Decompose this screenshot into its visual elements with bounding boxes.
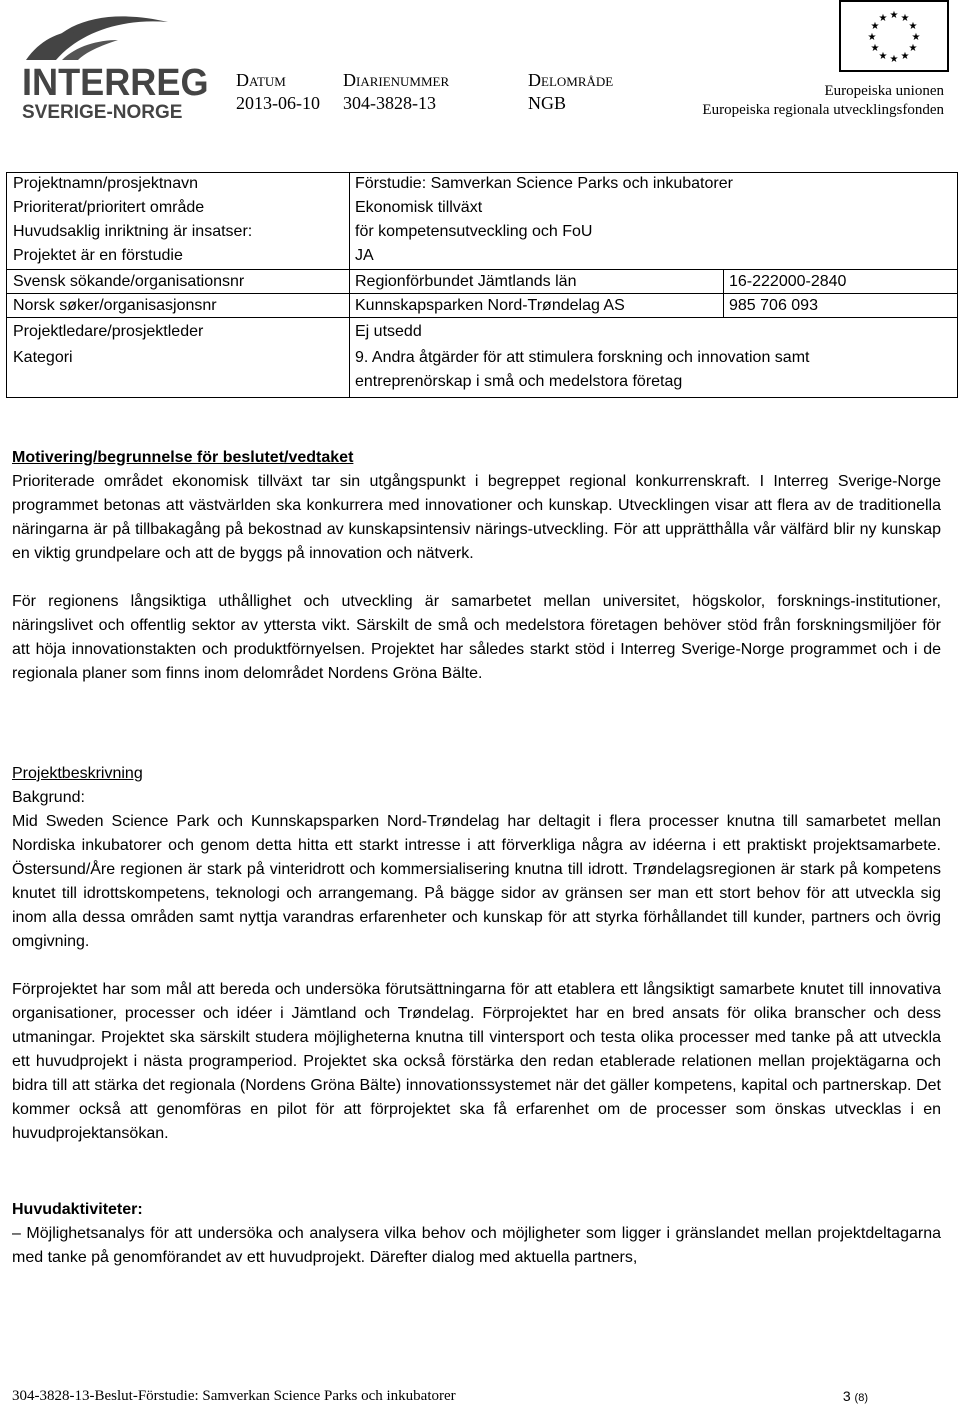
eu-stars-icon bbox=[841, 2, 947, 70]
row-value: för kompetensutveckling och FoU bbox=[355, 223, 593, 240]
row-orgnr: 985 706 093 bbox=[729, 297, 818, 314]
diarienummer-value: 304-3828-13 bbox=[343, 93, 436, 113]
eu-union-text: Europeiska unionen bbox=[824, 83, 944, 99]
page-total: (8) bbox=[854, 1392, 868, 1404]
row-value: Ekonomisk tillväxt bbox=[355, 199, 483, 216]
row-value: 9. Andra åtgärder för att stimulera forskning och innovation samt bbox=[355, 349, 810, 366]
projektbeskrivning-section bbox=[12, 762, 941, 1146]
svg-text:★: ★ bbox=[900, 13, 910, 24]
row-label: Huvudsaklig inriktning är insatser: bbox=[13, 223, 253, 240]
motivering-paragraph: Prioriterade området ekonomisk tillväxt tar sin utgångspunkt i begreppet regional konkurrenskraft. I Interreg Sverige-Norge programmet betonas att västvärlden ska konkurrera med innovationer och kunskap. Utvecklingen visar att flera av de traditionella näringarna är på tillbakagång på bekostnad av kunskapsintensiv närings-utveckling. För att upprätthålla vår välfärd blir ny kunskap en viktig grundpelare och att de byggs på innovation och nätverk. bbox=[12, 473, 941, 562]
svg-text:★: ★ bbox=[878, 13, 888, 24]
svg-text:★: ★ bbox=[889, 54, 899, 65]
svg-text:★: ★ bbox=[911, 32, 921, 43]
page-current: 3 bbox=[842, 1388, 851, 1404]
row-value: Kunnskapsparken Nord-Trøndelag AS bbox=[355, 297, 625, 314]
eu-caption bbox=[702, 82, 944, 120]
motivering-heading: Motivering/begrunnelse för beslutet/vedtaket bbox=[12, 449, 354, 466]
row-label: Projektet är en förstudie bbox=[13, 247, 183, 264]
eu-flag-icon bbox=[839, 0, 949, 72]
logo-text-sverige-norge: SVERIGE-NORGE bbox=[22, 102, 183, 123]
datum-value: 2013-06-10 bbox=[236, 93, 320, 113]
svg-text:★: ★ bbox=[908, 43, 918, 54]
bakgrund-paragraph: Mid Sweden Science Park och Kunnskapsparken Nord-Trøndelag har deltagit i flera processer knutna till samarbetet mellan Nordiska inkubatorer och genom detta hitta ett starkt intresse i att förverkliga några av idéerna i ett praktiskt projektsamarbete. Östersund/Åre regionen är stark på vinteridrott och kommersialisering knutna till idrott. Trøndelagsregionen är stark på kompetens knutet till idrottskompetens, teknologi och arrangemang. På bägge sidor av gränsen ser man ett stort behov för att utveckla sig inom alla dessa områden samt nyttja varandras erfarenheter och kunskap för att styrka förhållandet till kunder, partners och övrig omgivning. bbox=[12, 813, 941, 950]
svg-text:★: ★ bbox=[870, 43, 880, 54]
row-label: Svensk sökande/organisationsnr bbox=[13, 273, 245, 290]
table-divider bbox=[7, 317, 957, 318]
delomrade-label: Delområde bbox=[528, 70, 614, 90]
table-divider bbox=[349, 173, 350, 397]
row-value: Förstudie: Samverkan Science Parks och inkubatorer bbox=[355, 175, 733, 192]
row-value: Ej utsedd bbox=[355, 323, 422, 340]
page-footer bbox=[12, 1388, 948, 1405]
motivering-paragraph: För regionens långsiktiga uthållighet och utveckling är samarbetet mellan universitet, högskolor, forsknings-institutioner, näringslivet och offentlig sektor av yttersta vikt. Särskilt de små och medelstora företagen behöver stöd från forskningsmiljöer för att höja innovationstakten och produktförnyelsen. Projektet har således starkt stöd i Interreg Sverige-Norge programmet och i de regionala planer som finns inom delområdet Nordens Gröna Bälte. bbox=[12, 593, 941, 682]
row-value-continued: entreprenörskap i små och medelstora företag bbox=[355, 373, 683, 390]
page-number bbox=[843, 1388, 868, 1404]
bakgrund-subheading: Bakgrund: bbox=[12, 789, 85, 806]
diarienummer-label: Diarienummer bbox=[343, 70, 450, 90]
huvudaktiviteter-heading: Huvudaktiviteter: bbox=[12, 1201, 143, 1218]
svg-text:★: ★ bbox=[908, 21, 918, 32]
project-info-table bbox=[6, 172, 958, 398]
bakgrund-paragraph: Förprojektet har som mål att bereda och undersöka förutsättningarna för att etablera ett långsiktigt samarbete knutet till innovativa organisationer, processer och idéer i Jämtland och Trøndelag. Förprojektet har en bred ansats för olika branscher och dess utmaningar. Projektet ska särskilt studera möjligheterna knutna till vintersport och testa olika processer med tanke på att utveckla ett huvudprojekt i nästa programperiod. Projektet ska också förstärka den redan etablerade relationen mellan projektägarna och bidra till att stärka det regionala (Nordens Gröna Bälte) innovationssystemet när det gäller kompetens, kapital och partnerskap. Det kommer också att genomföras en pilot för att förprojektet ska få erfarenhet om de processer som önskas utvecklas i en huvudprojektansökan. bbox=[12, 981, 941, 1142]
motivering-section bbox=[12, 446, 941, 686]
svg-text:★: ★ bbox=[878, 51, 888, 62]
logo-text-interreg: INTERREG bbox=[22, 62, 209, 104]
interreg-logo-mark-icon bbox=[18, 10, 178, 66]
svg-text:★: ★ bbox=[867, 32, 877, 43]
delomrade-field bbox=[528, 70, 613, 114]
row-label: Norsk søker/organisasjonsnr bbox=[13, 297, 217, 314]
datum-label: Datum bbox=[236, 70, 286, 90]
table-divider bbox=[7, 293, 957, 294]
delomrade-value: NGB bbox=[528, 93, 567, 113]
svg-text:★: ★ bbox=[900, 51, 910, 62]
footer-text: 304-3828-13-Beslut-Förstudie: Samverkan Science Parks och inkubatorer bbox=[12, 1388, 456, 1404]
row-label: Kategori bbox=[13, 349, 73, 366]
row-label: Projektledare/prosjektleder bbox=[13, 323, 204, 340]
table-divider bbox=[7, 269, 957, 270]
datum-field bbox=[236, 70, 320, 114]
projektbeskrivning-heading: Projektbeskrivning bbox=[12, 765, 143, 782]
interreg-logo bbox=[18, 10, 209, 123]
eu-fund-text: Europeiska regionala utvecklingsfonden bbox=[702, 102, 944, 118]
huvudaktiviteter-section bbox=[12, 1198, 941, 1270]
svg-text:★: ★ bbox=[870, 21, 880, 32]
row-label: Projektnamn/prosjektnavn bbox=[13, 175, 198, 192]
row-label: Prioriterat/prioritert område bbox=[13, 199, 205, 216]
huvudaktiviteter-paragraph: – Möjlighetsanalys för att undersöka och analysera vilka behov och möjligheter som ligger i gränslandet mellan projektdeltagarna med tanke på genomförandet av ett huvudprojekt. Därefter dialog med aktuella partners, bbox=[12, 1225, 941, 1266]
svg-text:★: ★ bbox=[889, 10, 899, 21]
row-value: Regionförbundet Jämtlands län bbox=[355, 273, 577, 290]
row-orgnr: 16-222000-2840 bbox=[729, 273, 847, 290]
diarienummer-field bbox=[343, 70, 449, 114]
row-value: JA bbox=[355, 247, 374, 264]
